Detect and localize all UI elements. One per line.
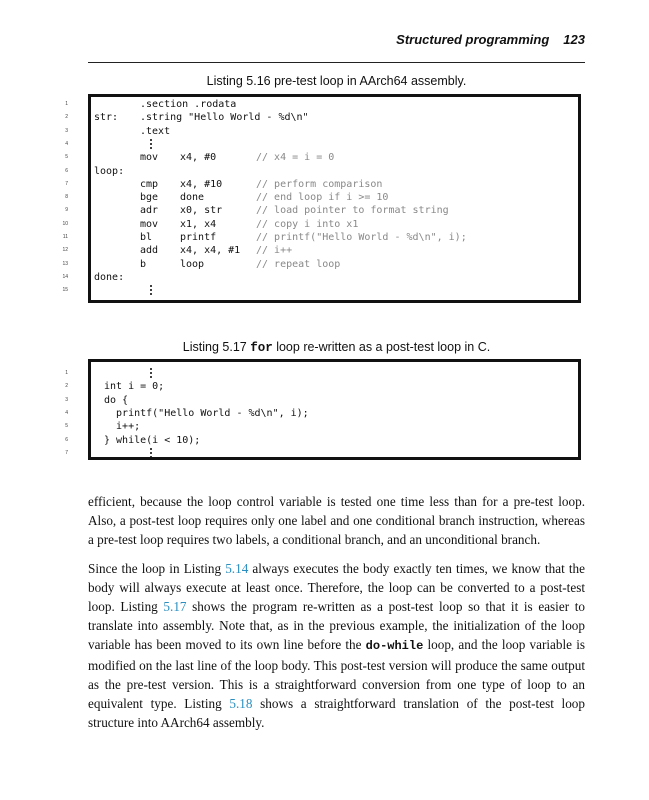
code-op: bge bbox=[140, 192, 159, 204]
code-line bbox=[0, 165, 580, 178]
code-args: x4, #10 bbox=[180, 178, 223, 190]
paragraph-2-text-4: loop, and the loop variable is modified on the last line of the loop body. This post-test version will produce the same output as the pre-test version. This is a straightforward conversion from one type of loop to an equivalent type. Listing bbox=[88, 637, 585, 711]
listing-5-18-link[interactable]: 5.18 bbox=[229, 696, 253, 711]
paragraph-2-text-5: shows a straightforward translation of the post-test loop structure into AArch64 assembly. bbox=[88, 696, 585, 730]
code-line bbox=[0, 191, 580, 204]
listing-5-14-link[interactable]: 5.14 bbox=[225, 561, 249, 576]
vertical-ellipsis-icon bbox=[149, 447, 153, 459]
line-number: 6 bbox=[65, 436, 68, 443]
listing-5-17-caption bbox=[88, 340, 585, 355]
line-number: 2 bbox=[65, 383, 68, 390]
code-line bbox=[0, 447, 580, 460]
code-comment: // load pointer to format string bbox=[256, 205, 449, 217]
paragraph-2-text-3: shows the program re-written as a post-test loop so that it is easier to translate into assembly. Note that, as in the previous example, the initialization of the loop variable has been moved to its own line before the bbox=[88, 599, 585, 652]
line-number: 9 bbox=[65, 207, 68, 214]
code-comment: // perform comparison bbox=[256, 178, 383, 190]
vertical-ellipsis-icon bbox=[149, 138, 153, 150]
code-comment: // printf("Hello World - %d\n", i); bbox=[256, 232, 467, 243]
code-args: x0, str bbox=[180, 205, 223, 217]
code-args: x4, #0 bbox=[180, 152, 217, 164]
line-number: 8 bbox=[65, 194, 68, 201]
line-number: 15 bbox=[62, 287, 68, 294]
line-number: 4 bbox=[65, 409, 68, 416]
line-number: 3 bbox=[65, 396, 68, 403]
code-op: adr bbox=[140, 205, 159, 217]
code-text: } while(i < 10); bbox=[104, 434, 201, 446]
line-number: 10 bbox=[62, 220, 68, 227]
line-number: 1 bbox=[65, 370, 68, 376]
line-number: 13 bbox=[62, 260, 68, 267]
listing-5-17-link[interactable]: 5.17 bbox=[163, 599, 187, 614]
running-title: Structured programming bbox=[396, 32, 550, 47]
code-label: done: bbox=[94, 271, 125, 283]
listing-5-16-caption: Listing 5.16 pre-test loop in AArch64 assembly. bbox=[206, 74, 467, 88]
code-comment: // x4 = i = 0 bbox=[256, 152, 335, 164]
code-op: cmp bbox=[140, 178, 159, 190]
code-comment: // i++ bbox=[256, 245, 293, 257]
code-line bbox=[0, 407, 580, 420]
code-args: loop bbox=[180, 258, 205, 270]
code-line bbox=[0, 394, 580, 407]
paragraph-2 bbox=[88, 559, 585, 732]
code-line bbox=[0, 111, 580, 124]
code-op: bl bbox=[140, 232, 153, 243]
code-op: b bbox=[140, 258, 147, 270]
line-number: 5 bbox=[65, 154, 68, 161]
code-args: x1, x4 bbox=[180, 218, 217, 230]
page-number: 123 bbox=[563, 32, 585, 47]
code-text: do { bbox=[104, 394, 129, 406]
code-op: .text bbox=[140, 125, 171, 137]
caption-prefix: Listing 5.17 bbox=[182, 340, 251, 354]
code-line bbox=[0, 231, 580, 244]
code-line bbox=[0, 125, 580, 138]
code-line bbox=[0, 98, 580, 111]
paragraph-1: efficient, because the loop control variable is tested one time less than for a pre-test loop. Also, a post-test loop requires only one label and one conditional branch instruction, whereas a pre-test loop requires two labels, a conditional branch, and an unconditional branch. bbox=[88, 494, 585, 547]
code-op: .string "Hello World - %d\n" bbox=[140, 112, 309, 124]
code-op: add bbox=[140, 245, 159, 257]
line-number: 14 bbox=[62, 273, 68, 280]
line-number: 5 bbox=[65, 423, 68, 430]
code-line bbox=[0, 367, 580, 380]
caption-suffix: loop re-written as a post-test loop in C. bbox=[272, 340, 491, 354]
code-args: done bbox=[180, 192, 205, 204]
code-line bbox=[0, 420, 580, 433]
code-comment: // end loop if i >= 10 bbox=[256, 192, 389, 204]
code-line bbox=[0, 258, 580, 271]
line-number: 7 bbox=[65, 449, 68, 456]
code-args: printf bbox=[180, 232, 217, 243]
running-header bbox=[88, 32, 585, 63]
line-number: 1 bbox=[65, 101, 68, 107]
line-number: 4 bbox=[65, 140, 68, 147]
code-line bbox=[0, 138, 580, 151]
code-label: str: bbox=[94, 112, 119, 124]
code-line bbox=[0, 271, 580, 284]
line-number: 2 bbox=[65, 114, 68, 121]
code-line bbox=[0, 244, 580, 257]
line-number: 12 bbox=[62, 247, 68, 254]
code-op: mov bbox=[140, 218, 159, 230]
code-comment: // repeat loop bbox=[256, 258, 341, 270]
code-op: .section .rodata bbox=[140, 99, 237, 110]
code-op: mov bbox=[140, 152, 159, 164]
code-args: x4, x4, #1 bbox=[180, 245, 241, 257]
line-number: 7 bbox=[65, 180, 68, 187]
code-text: int i = 0; bbox=[104, 381, 165, 393]
code-line bbox=[0, 178, 580, 191]
line-number: 3 bbox=[65, 127, 68, 134]
do-while-code: do-while bbox=[365, 639, 424, 653]
vertical-ellipsis-icon bbox=[149, 284, 153, 296]
code-label: loop: bbox=[94, 165, 125, 177]
code-line bbox=[0, 151, 580, 164]
paragraph-2-text-2: always executes the body exactly ten times, we know that the body will always execute at least once. Therefore, the loop can be converted to a post-test loop. Listing bbox=[88, 561, 585, 614]
code-line bbox=[0, 284, 580, 297]
code-text: i++; bbox=[104, 421, 141, 433]
code-text: printf("Hello World - %d\n", i); bbox=[104, 407, 309, 419]
code-line bbox=[0, 434, 580, 447]
paragraph-2-text-1: Since the loop in Listing bbox=[88, 561, 226, 576]
code-line bbox=[0, 204, 580, 217]
code-line bbox=[0, 218, 580, 231]
code-comment: // copy i into x1 bbox=[256, 218, 359, 230]
line-number: 6 bbox=[65, 167, 68, 174]
line-number: 11 bbox=[62, 234, 68, 240]
vertical-ellipsis-icon bbox=[149, 367, 153, 379]
caption-keyword: for bbox=[250, 341, 273, 355]
code-line bbox=[0, 380, 580, 393]
